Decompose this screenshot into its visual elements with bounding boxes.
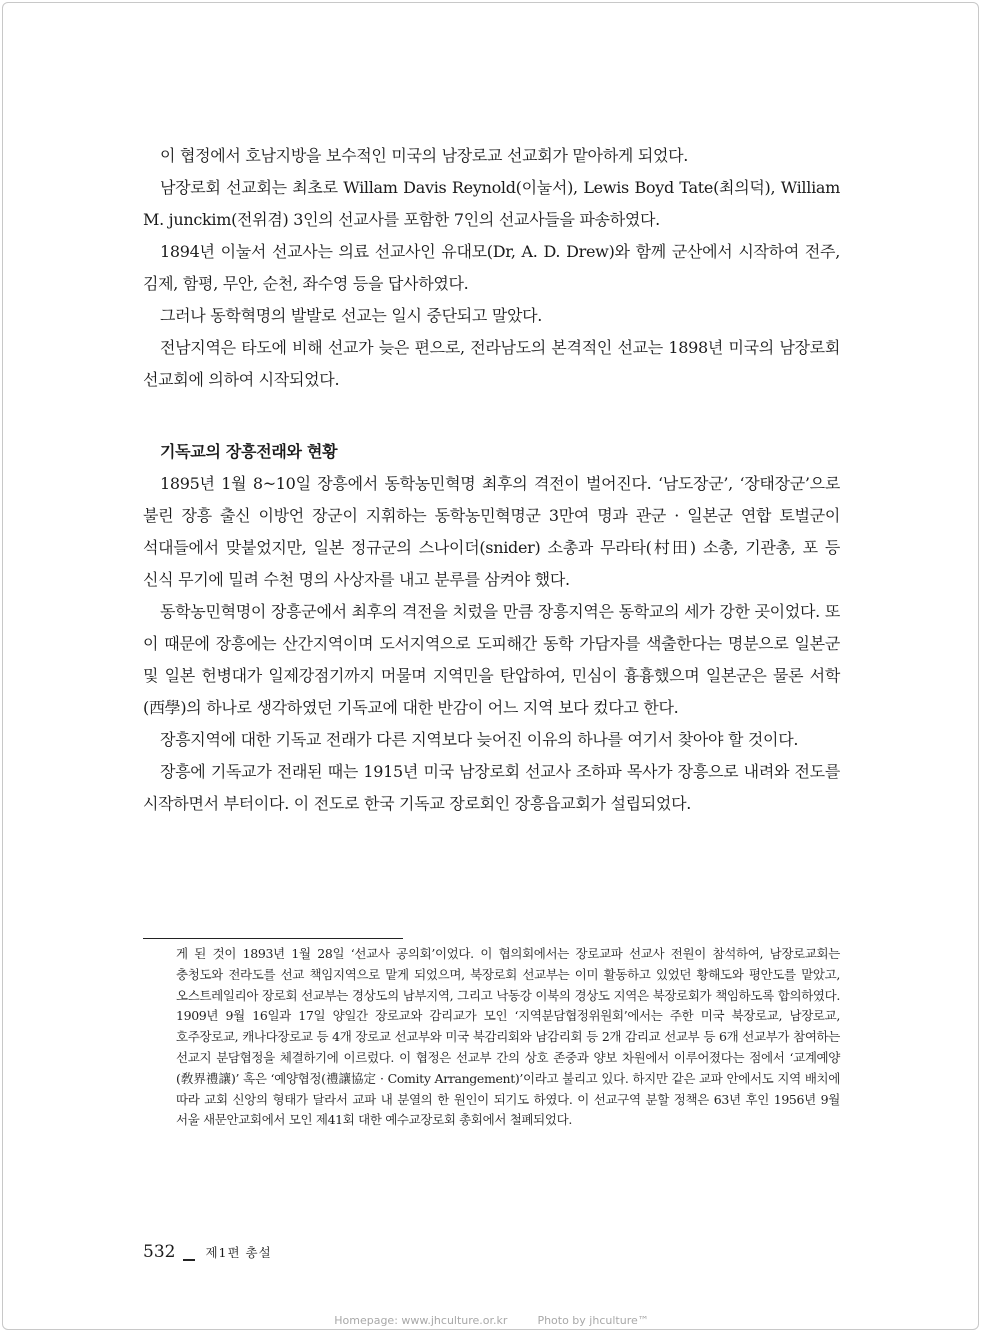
paragraph: 1894년 이눌서 선교사는 의료 선교사인 유대모(Dr, A. D. Drew)와 함께 군산에서 시작하여 전주, 김제, 함평, 무안, 순천, 좌수영 등을 답사하였다. — [143, 242, 840, 293]
page-footer — [143, 1242, 272, 1266]
paragraph: 동학농민혁명이 장흥군에서 최후의 격전을 치렀을 만큼 장흥지역은 동학교의 세가 강한 곳이었다. 또 이 때문에 장흥에는 산간지역이며 도서지역으로 도피해간 동학 가담자를 색출한다는 명분으로 일본군 및 일본 헌병대가 일제강점기까지 머물며 지역민을 탄압하여, 민심이 흉흉했으며 일본군은 물론 서학(西學)의 하나로 생각하였던 기독교에 대한 반감이 어느 지역 보다 컸다고 한다. — [143, 602, 840, 717]
paragraph: 이 협정에서 호남지방을 보수적인 미국의 남장로교 선교회가 맡아하게 되었다. — [160, 146, 689, 165]
paragraph: 남장로회 선교회는 최초로 Willam Davis Reynold(이눌서), Lewis Boyd Tate(최의덕), William M. junckim(전위겸) 3인의 선교사를 포함한 7인의 선교사들을 파송하였다. — [143, 178, 840, 229]
photo-credit: Photo by jhculture™ — [537, 1314, 649, 1327]
homepage-credit: Homepage: www.jhculture.or.kr — [334, 1314, 508, 1327]
main-text — [143, 140, 840, 820]
paragraph: 1895년 1월 8~10일 장흥에서 동학농민혁명 최후의 격전이 벌어진다. ‘남도장군’, ‘장태장군’으로 불린 장흥 출신 이방언 장군이 지휘하는 동학농민혁명군 3만여 명과 관군 · 일본군 연합 토벌군이 석대들에서 맞붙었지만, 일본 정규군의 스나이더(snider) 소총과 무라타(村田) 소총, 기관총, 포 등 신식 무기에 밀려 수천 명의 사상자를 내고 분루를 삼켜야 했다. — [143, 474, 840, 589]
paragraph: 장흥에 기독교가 전래된 때는 1915년 미국 남장로회 선교사 조하파 목사가 장흥으로 내려와 전도를 시작하면서 부터이다. 이 전도로 한국 기독교 장로회인 장흥읍교회가 설립되었다. — [143, 762, 840, 813]
section-heading: 기독교의 장흥전래와 현황 — [160, 442, 338, 461]
paragraph: 그러나 동학혁명의 발발로 선교는 일시 중단되고 말았다. — [160, 306, 543, 325]
section-spacer — [143, 396, 840, 436]
page-number: 532 — [143, 1242, 176, 1262]
page-number-underscore — [183, 1259, 195, 1261]
paragraph: 장흥지역에 대한 기독교 전래가 다른 지역보다 늦어진 이유의 하나를 여기서 찾아야 할 것이다. — [160, 730, 799, 749]
credit-bar — [0, 1314, 983, 1327]
footnote-divider — [143, 938, 403, 939]
footnote: 게 된 것이 1893년 1월 28일 ‘선교사 공의회’이었다. 이 협의회에서는 장로교파 선교사 전원이 참석하여, 남장로교회는 충청도와 전라도를 선교 책임지역으로 맡게 되었으며, 북장로회 선교부는 이미 활동하고 있었던 황해도와 평안도를 맡았고, 오스트레일리아 장로회 선교부는 경상도의 남부지역, 그리고 낙동강 이북의 경상도 지역은 북장로회가 책임하도록 합의하였다. 1909년 9월 16일과 17일 양일간 장로교와 감리교가 모인 ‘지역분담협정위원회’에서는 주한 미국 북장로교, 남장로교, 호주장로교, 캐나다장로교 등 4개 장로교 선교부와 미국 북감리회와 남감리회 등 2개 감리교 선교부 등 6개 선교부가 참여하는 선교지 분담협정을 체결하기에 이르렀다. 이 협정은 선교부 간의 상호 존중과 양보 차원에서 이루어졌다는 점에서 ‘교계예양(敎界禮讓)’ 혹은 ‘예양협정(禮讓協定 · Comity Arrangement)’이라고 불리고 있다. 하지만 같은 교파 안에서도 지역 배치에 따라 교회 신앙의 형태가 달라서 교파 내 분열의 한 원인이 되기도 하였다. 이 선교구역 분할 정책은 63년 후인 1956년 9월 서울 새문안교회에서 모인 제41회 대한 예수교장로회 총회에서 철폐되었다. — [176, 946, 840, 1128]
paragraph: 전남지역은 타도에 비해 선교가 늦은 편으로, 전라남도의 본격적인 선교는 1898년 미국의 남장로회 선교회에 의하여 시작되었다. — [143, 338, 840, 389]
chapter-label: 제1편 총설 — [205, 1245, 272, 1260]
